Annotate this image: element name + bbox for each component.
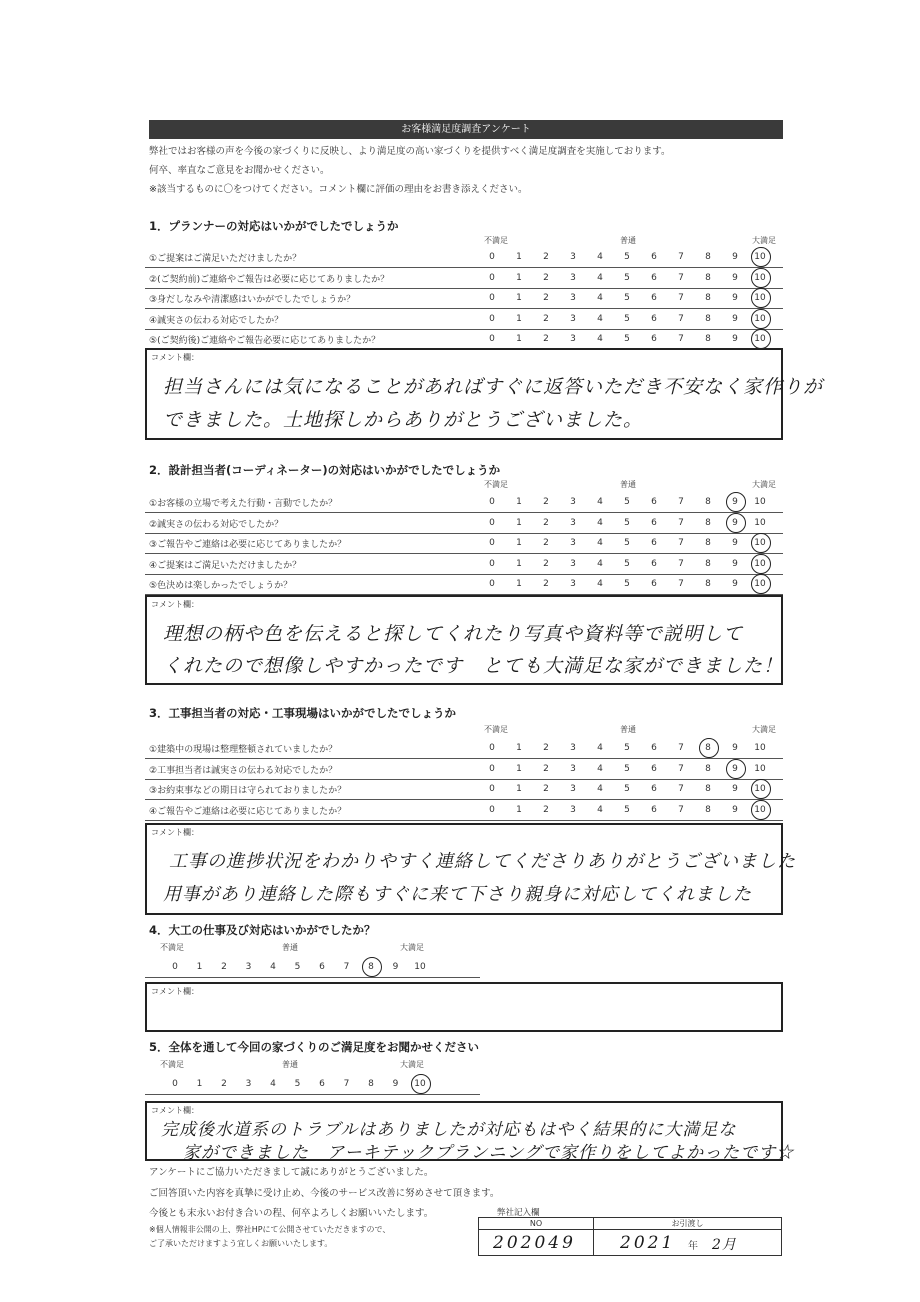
rating-option-9[interactable]: 9 bbox=[732, 517, 738, 528]
question-text: ③身だしなみや清潔感はいかがでしたでしょうか？ bbox=[149, 295, 356, 305]
rating-option-9[interactable]: 9 bbox=[732, 293, 738, 303]
selected-rating-circle bbox=[751, 329, 771, 349]
rating-option-4[interactable]: 4 bbox=[597, 517, 603, 528]
section-4-title: 4．大工の仕事及び対応はいかがでしたか？ bbox=[149, 923, 376, 937]
comment-label: コメント欄： bbox=[151, 353, 199, 362]
question-text: ③お約束事などの期日は守られておりましたか？ bbox=[149, 786, 347, 796]
rating-option-10[interactable]: 10 bbox=[754, 579, 766, 589]
question-row bbox=[145, 800, 783, 821]
rating-option-7[interactable]: 7 bbox=[678, 497, 684, 507]
intro-line-2: 何卒、率直なご意見をお聞かせください。 bbox=[149, 165, 330, 176]
rating-option-9[interactable]: 9 bbox=[732, 743, 738, 753]
rating-option-10[interactable]: 10 bbox=[754, 272, 766, 283]
rating-option-2[interactable]: 2 bbox=[543, 252, 549, 262]
section-5-comment-line-1: 完成後水道系のトラブルはありましたが対応もはやく結果的に大満足な bbox=[161, 1120, 737, 1140]
section-5-comment-box bbox=[145, 1101, 795, 1163]
rating-option-10[interactable]: 10 bbox=[754, 804, 766, 815]
rating-option-6[interactable]: 6 bbox=[651, 334, 657, 344]
rating-option-1[interactable]: 1 bbox=[516, 252, 522, 262]
rating-option-6[interactable]: 6 bbox=[651, 517, 657, 528]
rating-option-8[interactable]: 8 bbox=[705, 743, 711, 753]
selected-rating-circle bbox=[751, 288, 771, 308]
question-row bbox=[145, 738, 783, 759]
rating-option-3[interactable]: 3 bbox=[570, 743, 576, 753]
section-3-comment-line-1: 工事の進捗状況をわかりやすく連絡してくださりありがとうございました bbox=[169, 851, 796, 872]
rating-option-6[interactable]: 6 bbox=[651, 272, 657, 283]
rating-option-8[interactable]: 8 bbox=[368, 962, 374, 972]
rating-option-3[interactable]: 3 bbox=[570, 517, 576, 528]
rating-option-7[interactable]: 7 bbox=[678, 517, 684, 528]
rating-option-4[interactable]: 4 bbox=[597, 763, 603, 774]
question-text: ②誠実さの伝わる対応でしたか？ bbox=[149, 519, 284, 530]
rating-option-0[interactable]: 0 bbox=[172, 1079, 178, 1089]
question-text: ④誠実さの伝わる対応でしたか？ bbox=[149, 315, 284, 326]
selected-rating-circle bbox=[751, 247, 771, 267]
office-year-unit: 年 bbox=[688, 1241, 698, 1252]
rating-option-0[interactable]: 0 bbox=[489, 804, 495, 815]
rating-option-2[interactable]: 2 bbox=[543, 538, 549, 548]
rating-option-9[interactable]: 9 bbox=[392, 1079, 399, 1089]
rating-option-8[interactable]: 8 bbox=[705, 784, 711, 794]
rating-option-6[interactable]: 6 bbox=[651, 252, 657, 262]
office-month-value: 2月 bbox=[712, 1237, 737, 1253]
section-5-comment-line-2: 家ができました アーキテックプランニングで家作りをしてよかったです☆ bbox=[183, 1143, 795, 1163]
rating-option-3[interactable]: 3 bbox=[570, 313, 576, 324]
section-1-comment-line-1: 担当さんには気になることがあればすぐに返答いただき不安なく家作りが bbox=[163, 376, 824, 398]
rating-option-0[interactable]: 0 bbox=[489, 293, 495, 303]
rating-option-7[interactable]: 7 bbox=[678, 272, 684, 283]
scale-mid-label: 普通 bbox=[620, 480, 636, 489]
rating-option-6[interactable]: 6 bbox=[651, 743, 657, 753]
rating-option-3[interactable]: 3 bbox=[570, 334, 576, 344]
rating-option-1[interactable]: 1 bbox=[516, 538, 522, 548]
rating-option-2[interactable]: 2 bbox=[221, 962, 227, 972]
rating-option-7[interactable]: 7 bbox=[678, 313, 684, 324]
scale-low-label: 不満足 bbox=[160, 943, 184, 952]
rating-option-10[interactable]: 10 bbox=[754, 334, 766, 344]
comment-label: コメント欄： bbox=[151, 1106, 199, 1115]
rating-option-0[interactable]: 0 bbox=[489, 558, 495, 569]
question-row bbox=[145, 492, 783, 513]
rating-option-8[interactable]: 8 bbox=[705, 804, 711, 815]
rating-option-10[interactable]: 10 bbox=[754, 517, 766, 528]
rating-option-7[interactable]: 7 bbox=[678, 293, 684, 303]
rating-option-9[interactable]: 9 bbox=[732, 334, 738, 344]
selected-rating-circle bbox=[751, 533, 771, 553]
intro-line-3: ※該当するものに〇をつけてください。コメント欄に評価の理由をお書き添えください。 bbox=[149, 184, 528, 195]
question-text: ④ご報告やご連絡は必要に応じてありましたか？ bbox=[149, 806, 347, 817]
rating-option-4[interactable]: 4 bbox=[597, 334, 603, 344]
rating-option-1[interactable]: 1 bbox=[516, 293, 522, 303]
rating-option-4[interactable]: 4 bbox=[597, 293, 603, 303]
question-row bbox=[145, 268, 783, 289]
rating-option-8[interactable]: 8 bbox=[705, 579, 711, 589]
rating-option-5[interactable]: 5 bbox=[294, 1079, 301, 1089]
question-text: ①ご提案はご満足いただけましたか？ bbox=[149, 254, 302, 264]
rating-option-1[interactable]: 1 bbox=[196, 962, 203, 972]
rating-option-5[interactable]: 5 bbox=[624, 804, 630, 815]
rating-option-9[interactable]: 9 bbox=[732, 497, 738, 507]
section-5-title: 5．全体を通して今回の家づくりのご満足度をお聞かせください bbox=[149, 1040, 479, 1054]
rating-option-5[interactable]: 5 bbox=[624, 497, 630, 507]
section-2-comment-line-1: 理想の柄や色を伝えると探してくれたり写真や資料等で説明して bbox=[163, 623, 744, 645]
rating-option-6[interactable]: 6 bbox=[651, 804, 657, 815]
rating-option-3[interactable]: 3 bbox=[570, 538, 576, 548]
rating-option-6[interactable]: 6 bbox=[319, 1079, 325, 1089]
section-5-scale bbox=[145, 1074, 480, 1095]
rating-option-8[interactable]: 8 bbox=[705, 497, 711, 507]
question-row bbox=[145, 554, 783, 575]
rating-option-3[interactable]: 3 bbox=[570, 272, 576, 283]
rating-option-0[interactable]: 0 bbox=[489, 313, 495, 324]
rating-option-8[interactable]: 8 bbox=[705, 313, 711, 324]
selected-rating-circle bbox=[751, 779, 771, 799]
scale-mid-label: 普通 bbox=[282, 1060, 298, 1069]
question-text: ④ご提案はご満足いただけましたか？ bbox=[149, 560, 302, 571]
section-3-comment-box bbox=[145, 823, 796, 915]
rating-option-8[interactable]: 8 bbox=[705, 763, 711, 774]
scale-low-label: 不満足 bbox=[484, 236, 508, 245]
question-row bbox=[145, 329, 783, 350]
rating-option-4[interactable]: 4 bbox=[597, 272, 603, 283]
rating-option-9[interactable]: 9 bbox=[732, 272, 738, 283]
note-line-1: ※個人情報非公開の上、弊社HPにて公開させていただきますので、 bbox=[149, 1225, 391, 1234]
selected-rating-circle bbox=[751, 574, 771, 594]
comment-label: コメント欄： bbox=[151, 600, 199, 609]
selected-rating-circle bbox=[751, 309, 771, 329]
footer-line-3: 今後とも末永いお付き合いの程、何卒よろしくお願いいたします。 bbox=[149, 1208, 434, 1219]
rating-option-2[interactable]: 2 bbox=[221, 1079, 227, 1089]
question-text: ②(ご契約前)ご連絡やご報告は必要に応じてありましたか？ bbox=[149, 274, 390, 285]
section-4-comment-box bbox=[145, 982, 783, 1032]
rating-option-5[interactable]: 5 bbox=[294, 962, 301, 972]
rating-option-0[interactable]: 0 bbox=[489, 538, 495, 548]
rating-option-1[interactable]: 1 bbox=[516, 272, 522, 283]
rating-option-4[interactable]: 4 bbox=[597, 313, 603, 324]
rating-option-1[interactable]: 1 bbox=[516, 313, 522, 324]
rating-option-6[interactable]: 6 bbox=[651, 293, 657, 303]
selected-rating-circle bbox=[751, 800, 771, 820]
question-text: ⑤(ご契約後)ご連絡やご報告必要に応じてありましたか？ bbox=[149, 336, 381, 346]
rating-option-8[interactable]: 8 bbox=[705, 293, 711, 303]
rating-option-0[interactable]: 0 bbox=[489, 784, 495, 794]
rating-option-8[interactable]: 8 bbox=[705, 558, 711, 569]
question-row bbox=[145, 247, 783, 268]
rating-option-3[interactable]: 3 bbox=[570, 763, 576, 774]
question-row bbox=[145, 779, 783, 800]
rating-option-9[interactable]: 9 bbox=[732, 784, 738, 794]
rating-option-9[interactable]: 9 bbox=[732, 313, 738, 324]
scale-high-label: 大満足 bbox=[752, 480, 776, 489]
rating-option-10[interactable]: 10 bbox=[754, 293, 766, 303]
selected-rating-circle bbox=[726, 759, 746, 779]
rating-option-4[interactable]: 4 bbox=[597, 743, 603, 753]
rating-option-6[interactable]: 6 bbox=[651, 497, 657, 507]
selected-rating-circle bbox=[362, 957, 382, 977]
rating-option-4[interactable]: 4 bbox=[597, 497, 603, 507]
rating-option-0[interactable]: 0 bbox=[489, 497, 495, 507]
question-row bbox=[145, 533, 783, 554]
rating-option-1[interactable]: 1 bbox=[516, 517, 522, 528]
rating-option-6[interactable]: 6 bbox=[651, 784, 657, 794]
rating-option-4[interactable]: 4 bbox=[597, 252, 603, 262]
rating-option-9[interactable]: 9 bbox=[732, 558, 738, 569]
rating-option-0[interactable]: 0 bbox=[489, 252, 495, 262]
scale-mid-label: 普通 bbox=[620, 725, 636, 734]
rating-option-10[interactable]: 10 bbox=[754, 784, 766, 794]
rating-option-2[interactable]: 2 bbox=[543, 313, 549, 324]
rating-option-0[interactable]: 0 bbox=[489, 272, 495, 283]
rating-option-5[interactable]: 5 bbox=[624, 538, 630, 548]
selected-rating-circle bbox=[751, 268, 771, 288]
rating-option-5[interactable]: 5 bbox=[624, 763, 630, 774]
question-row bbox=[145, 759, 783, 780]
rating-option-8[interactable]: 8 bbox=[705, 334, 711, 344]
office-use-table bbox=[478, 1217, 782, 1256]
rating-option-10[interactable]: 10 bbox=[414, 1079, 426, 1089]
office-heading: 弊社記入欄 bbox=[497, 1208, 540, 1218]
selected-rating-circle bbox=[726, 492, 746, 512]
rating-option-5[interactable]: 5 bbox=[624, 293, 630, 303]
section-4-scale bbox=[145, 957, 480, 978]
rating-option-5[interactable]: 5 bbox=[624, 517, 630, 528]
rating-option-10[interactable]: 10 bbox=[754, 743, 766, 753]
rating-option-7[interactable]: 7 bbox=[678, 763, 684, 774]
rating-option-8[interactable]: 8 bbox=[705, 272, 711, 283]
rating-option-0[interactable]: 0 bbox=[489, 743, 495, 753]
footer-line-2: ご回答頂いた内容を真摯に受け止め、今後のサービス改善に努めさせて頂きます。 bbox=[149, 1188, 500, 1199]
office-year-value: 2021 bbox=[620, 1233, 676, 1253]
rating-option-1[interactable]: 1 bbox=[196, 1079, 203, 1089]
rating-option-7[interactable]: 7 bbox=[678, 558, 684, 569]
rating-option-7[interactable]: 7 bbox=[343, 962, 350, 972]
survey-title: お客様満足度調査アンケート bbox=[149, 120, 783, 139]
scale-low-label: 不満足 bbox=[160, 1060, 184, 1069]
section-1-title: 1．プランナーの対応はいかがでしたでしょうか bbox=[149, 219, 399, 233]
rating-option-5[interactable]: 5 bbox=[624, 272, 630, 283]
question-text: ①建築中の現場は整理整頓されていましたか？ bbox=[149, 745, 338, 755]
scale-high-label: 大満足 bbox=[752, 236, 776, 245]
intro-line-1: 弊社ではお客様の声を今後の家づくりに反映し、より満足度の高い家づくりを提供すべく満足度調査を実施しております。 bbox=[149, 146, 671, 157]
rating-option-7[interactable]: 7 bbox=[678, 784, 684, 794]
rating-option-5[interactable]: 5 bbox=[624, 252, 630, 262]
rating-option-7[interactable]: 7 bbox=[678, 538, 684, 548]
rating-option-3[interactable]: 3 bbox=[570, 293, 576, 303]
rating-option-4[interactable]: 4 bbox=[597, 804, 603, 815]
rating-option-8[interactable]: 8 bbox=[368, 1079, 374, 1089]
question-text: ②工事担当者は誠実さの伝わる対応でしたか？ bbox=[149, 765, 338, 776]
question-row bbox=[145, 309, 783, 330]
rating-option-4[interactable]: 4 bbox=[270, 1079, 276, 1089]
question-text: ①お客様の立場で考えた行動・言動でしたか？ bbox=[149, 499, 338, 509]
rating-option-2[interactable]: 2 bbox=[543, 763, 549, 774]
scale-high-label: 大満足 bbox=[752, 725, 776, 734]
rating-option-0[interactable]: 0 bbox=[489, 579, 495, 589]
rating-option-5[interactable]: 5 bbox=[624, 313, 630, 324]
selected-rating-circle bbox=[411, 1074, 431, 1094]
rating-option-1[interactable]: 1 bbox=[516, 579, 522, 589]
scale-mid-label: 普通 bbox=[620, 236, 636, 245]
selected-rating-circle bbox=[699, 738, 719, 758]
section-3-comment-line-2: 用事があり連絡した際もすぐに来て下さり親身に対応してくれました bbox=[163, 884, 752, 905]
rating-option-1[interactable]: 1 bbox=[516, 497, 522, 507]
rating-option-4[interactable]: 4 bbox=[270, 962, 276, 972]
rating-option-3[interactable]: 3 bbox=[570, 252, 576, 262]
rating-option-6[interactable]: 6 bbox=[651, 579, 657, 589]
section-1-comment-box bbox=[145, 348, 824, 440]
question-row bbox=[145, 574, 783, 595]
office-no-value: 202049 bbox=[493, 1233, 576, 1253]
rating-option-2[interactable]: 2 bbox=[543, 579, 549, 589]
rating-option-7[interactable]: 7 bbox=[678, 252, 684, 262]
rating-option-2[interactable]: 2 bbox=[543, 784, 549, 794]
rating-option-7[interactable]: 7 bbox=[678, 804, 684, 815]
rating-option-9[interactable]: 9 bbox=[732, 579, 738, 589]
scale-low-label: 不満足 bbox=[484, 725, 508, 734]
rating-option-8[interactable]: 8 bbox=[705, 538, 711, 548]
rating-option-4[interactable]: 4 bbox=[597, 538, 603, 548]
rating-option-8[interactable]: 8 bbox=[705, 517, 711, 528]
rating-option-10[interactable]: 10 bbox=[754, 497, 766, 507]
rating-option-2[interactable]: 2 bbox=[543, 272, 549, 283]
rating-option-9[interactable]: 9 bbox=[732, 252, 738, 262]
comment-label: コメント欄： bbox=[151, 828, 199, 837]
rating-option-7[interactable]: 7 bbox=[343, 1079, 350, 1089]
rating-option-3[interactable]: 3 bbox=[570, 497, 576, 507]
office-move-cell bbox=[594, 1230, 782, 1256]
rating-option-5[interactable]: 5 bbox=[624, 558, 630, 569]
scale-low-label: 不満足 bbox=[484, 480, 508, 489]
section-3-title: 3．工事担当者の対応・工事現場はいかがでしたでしょうか bbox=[149, 706, 456, 720]
rating-option-10[interactable]: 10 bbox=[754, 538, 766, 548]
rating-option-3[interactable]: 3 bbox=[570, 784, 576, 794]
rating-option-5[interactable]: 5 bbox=[624, 784, 630, 794]
rating-option-1[interactable]: 1 bbox=[516, 784, 522, 794]
rating-option-10[interactable]: 10 bbox=[754, 763, 766, 774]
footer-line-1: アンケートにご協力いただきまして誠にありがとうございました。 bbox=[149, 1167, 434, 1178]
rating-option-4[interactable]: 4 bbox=[597, 784, 603, 794]
rating-option-7[interactable]: 7 bbox=[678, 334, 684, 344]
rating-option-6[interactable]: 6 bbox=[651, 313, 657, 324]
rating-option-3[interactable]: 3 bbox=[245, 1079, 252, 1089]
rating-option-4[interactable]: 4 bbox=[597, 579, 603, 589]
section-2-title: 2．設計担当者(コーディネーター)の対応はいかがでしたでしょうか bbox=[149, 463, 501, 477]
rating-option-0[interactable]: 0 bbox=[489, 517, 495, 528]
rating-option-0[interactable]: 0 bbox=[489, 334, 495, 344]
rating-option-9[interactable]: 9 bbox=[732, 763, 738, 774]
rating-option-9[interactable]: 9 bbox=[392, 962, 399, 972]
rating-option-7[interactable]: 7 bbox=[678, 743, 684, 753]
rating-option-1[interactable]: 1 bbox=[516, 804, 522, 815]
rating-option-10[interactable]: 10 bbox=[754, 313, 766, 324]
rating-option-2[interactable]: 2 bbox=[543, 497, 549, 507]
section-2-comment-box bbox=[145, 595, 783, 685]
rating-option-4[interactable]: 4 bbox=[597, 558, 603, 569]
rating-option-1[interactable]: 1 bbox=[516, 558, 522, 569]
rating-option-5[interactable]: 5 bbox=[624, 743, 630, 753]
rating-option-2[interactable]: 2 bbox=[543, 558, 549, 569]
rating-option-10[interactable]: 10 bbox=[414, 962, 426, 972]
question-text: ③ご報告やご連絡は必要に応じてありましたか？ bbox=[149, 540, 347, 550]
rating-option-3[interactable]: 3 bbox=[570, 579, 576, 589]
rating-option-8[interactable]: 8 bbox=[705, 252, 711, 262]
selected-rating-circle bbox=[751, 554, 771, 574]
rating-option-3[interactable]: 3 bbox=[245, 962, 252, 972]
rating-option-3[interactable]: 3 bbox=[570, 804, 576, 815]
office-move-header: お引渡し bbox=[594, 1218, 782, 1230]
rating-option-6[interactable]: 6 bbox=[651, 558, 657, 569]
comment-label: コメント欄： bbox=[151, 987, 199, 996]
section-2-comment-line-2: くれたので想像しやすかったです とても大満足な家ができました！ bbox=[163, 655, 784, 677]
rating-option-1[interactable]: 1 bbox=[516, 334, 522, 344]
rating-option-2[interactable]: 2 bbox=[543, 334, 549, 344]
note-line-2: ご了承いただけますよう宜しくお願いいたします。 bbox=[149, 1239, 333, 1248]
rating-option-10[interactable]: 10 bbox=[754, 252, 766, 262]
rating-option-9[interactable]: 9 bbox=[732, 804, 738, 815]
question-row bbox=[145, 513, 783, 534]
rating-option-5[interactable]: 5 bbox=[624, 334, 630, 344]
rating-option-2[interactable]: 2 bbox=[543, 517, 549, 528]
rating-option-6[interactable]: 6 bbox=[651, 538, 657, 548]
rating-option-5[interactable]: 5 bbox=[624, 579, 630, 589]
selected-rating-circle bbox=[726, 513, 746, 533]
rating-option-7[interactable]: 7 bbox=[678, 579, 684, 589]
rating-option-0[interactable]: 0 bbox=[489, 763, 495, 774]
rating-option-0[interactable]: 0 bbox=[172, 962, 178, 972]
rating-option-10[interactable]: 10 bbox=[754, 558, 766, 569]
rating-option-6[interactable]: 6 bbox=[319, 962, 325, 972]
question-row bbox=[145, 288, 783, 309]
office-no-header: NO bbox=[479, 1218, 594, 1230]
rating-option-2[interactable]: 2 bbox=[543, 293, 549, 303]
rating-option-1[interactable]: 1 bbox=[516, 743, 522, 753]
rating-option-9[interactable]: 9 bbox=[732, 538, 738, 548]
rating-option-1[interactable]: 1 bbox=[516, 763, 522, 774]
rating-option-2[interactable]: 2 bbox=[543, 743, 549, 753]
rating-option-3[interactable]: 3 bbox=[570, 558, 576, 569]
rating-option-2[interactable]: 2 bbox=[543, 804, 549, 815]
scale-high-label: 大満足 bbox=[400, 943, 424, 952]
rating-option-6[interactable]: 6 bbox=[651, 763, 657, 774]
scale-high-label: 大満足 bbox=[400, 1060, 424, 1069]
question-text: ⑤色決めは楽しかったでしょうか？ bbox=[149, 581, 293, 591]
scale-mid-label: 普通 bbox=[282, 943, 298, 952]
section-1-comment-line-2: できました。土地探しからありがとうございました。 bbox=[163, 409, 644, 431]
office-no-cell bbox=[479, 1230, 594, 1256]
